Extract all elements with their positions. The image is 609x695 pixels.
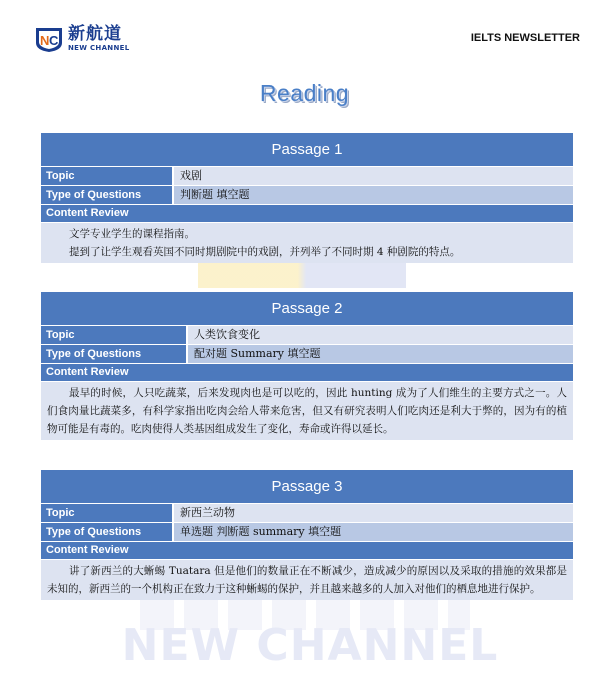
question-type-value: 配对题 Summary 填空题 (188, 345, 573, 363)
svg-text:N: N (40, 33, 50, 48)
content-review-text (41, 223, 573, 263)
logo-english-name: NEW CHANNEL (68, 44, 130, 52)
passage-1-card (41, 133, 573, 263)
content-review-label: Content Review (41, 364, 573, 381)
review-line: 提到了让学生观看英国不同时期剧院中的戏剧，并列举了不同时期 4 种剧院的特点。 (69, 246, 461, 258)
topic-label: Topic (41, 167, 172, 185)
question-type-label: Type of Questions (41, 186, 172, 204)
logo-chinese-name: 新航道 (68, 24, 122, 44)
section-title: Reading (259, 80, 350, 106)
passage-title: Passage 3 (41, 470, 573, 503)
topic-row (41, 326, 573, 344)
review-line: 文学专业学生的课程指南。 (69, 228, 195, 240)
topic-label: Topic (41, 326, 186, 344)
question-type-row (41, 186, 573, 204)
passage-title: Passage 1 (41, 133, 573, 166)
watermark-band (198, 262, 406, 288)
content-review-text (41, 560, 573, 600)
question-type-label: Type of Questions (41, 345, 186, 363)
topic-row (41, 504, 573, 522)
topic-value: 人类饮食变化 (188, 326, 573, 344)
watermark-text: NEW CHANNEL (121, 620, 499, 671)
topic-value: 戏剧 (174, 167, 573, 185)
topic-row (41, 167, 573, 185)
review-paragraph: 最早的时候，人只吃蔬菜，后来发现肉也是可以吃的，因此 hunting 成为了人们维生的主要方式之一。人们食肉量比蔬菜多，有科学家指出吃肉会给人带来危害，但又有研究表明人们吃肉还是利大于弊的，因为有的植物可能是有毒的。吃肉使得人类基因组成发生了变化，寿命或许得以延长。 (47, 387, 567, 435)
content-review-label: Content Review (41, 205, 573, 222)
new-channel-logo-icon (34, 25, 64, 53)
review-paragraph: 讲了新西兰的大蜥蜴 Tuatara 但是他们的数量正在不断减少，造成减少的原因以及采取的措施的效果都是未知的，新西兰的一个机构正在致力于这种蜥蜴的保护，并且越来越多的人加入对他们的栖息地进行保护。 (47, 565, 567, 595)
newsletter-title: IELTS NEWSLETTER (470, 32, 580, 44)
topic-value: 新西兰动物 (174, 504, 573, 522)
content-review-text (41, 382, 573, 440)
svg-text:C: C (49, 33, 59, 48)
logo (34, 24, 129, 54)
question-type-row (41, 523, 573, 541)
passage-3-card (41, 470, 573, 600)
question-type-label: Type of Questions (41, 523, 172, 541)
passage-2-card (41, 292, 573, 440)
question-type-row (41, 345, 573, 363)
content-review-label: Content Review (41, 542, 573, 559)
question-type-value: 单选题 判断题 summary 填空题 (174, 523, 573, 541)
topic-label: Topic (41, 504, 172, 522)
question-type-value: 判断题 填空题 (174, 186, 573, 204)
passage-title: Passage 2 (41, 292, 573, 325)
